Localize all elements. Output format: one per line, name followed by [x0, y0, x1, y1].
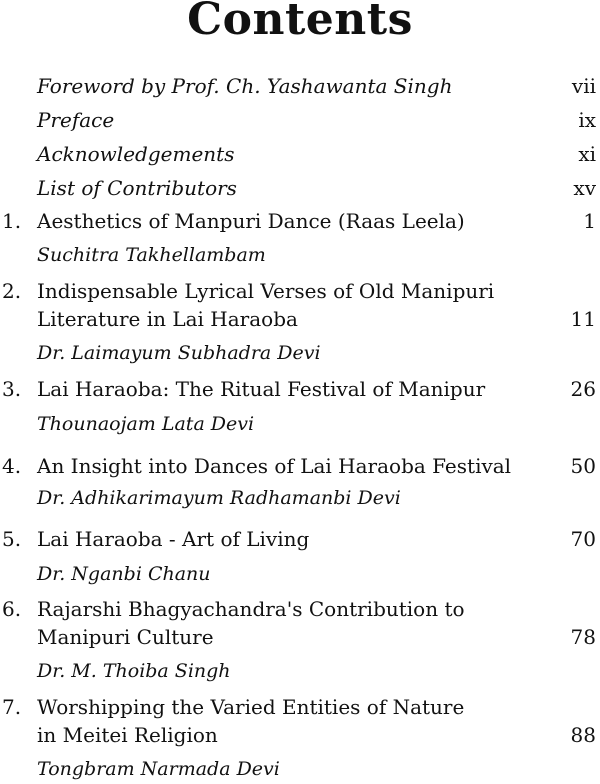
chapter-title-line-2: Manipuri Culture: [37, 625, 214, 649]
chapter-author: Dr. Adhikarimayum Radhamanbi Devi: [37, 487, 401, 509]
chapter-title-line-2: in Meitei Religion: [37, 723, 218, 747]
page-title: Contents: [187, 0, 413, 45]
chapter-title: Worshipping the Varied Entities of Nature: [37, 695, 465, 719]
chapter-title-line-2: Literature in Lai Haraoba: [37, 307, 298, 331]
page-number: 26: [570, 377, 596, 401]
chapter-title: Lai Haraoba: The Ritual Festival of Manipur: [37, 377, 486, 401]
chapter-author: Suchitra Takhellambam: [37, 244, 266, 266]
entry-title: Foreword by Prof. Ch. Yashawanta Singh: [37, 74, 453, 98]
toc-entry-contributors[interactable]: [0, 176, 600, 202]
chapter-title: Rajarshi Bhagyachandra's Contribution to: [37, 597, 465, 621]
chapter-title: An Insight into Dances of Lai Haraoba Festival: [37, 454, 512, 478]
page-number: xv: [573, 176, 596, 200]
chapter-number: 3.: [2, 377, 22, 401]
toc-entry-chapter-3[interactable]: [0, 377, 600, 437]
chapter-author: Dr. M. Thoiba Singh: [37, 660, 231, 682]
toc-entry-foreword[interactable]: [0, 74, 600, 100]
entry-title: Preface: [37, 108, 115, 132]
chapter-number: 7.: [2, 695, 22, 719]
chapter-number: 4.: [2, 454, 22, 478]
chapter-title: Indispensable Lyrical Verses of Old Manipuri: [37, 279, 495, 303]
entry-title: Acknowledgements: [37, 142, 235, 166]
page-number: ix: [578, 108, 596, 132]
toc-entry-chapter-2[interactable]: [0, 279, 600, 369]
chapter-author: Tongbram Narmada Devi: [37, 758, 280, 780]
chapter-author: Thounaojam Lata Devi: [37, 413, 255, 435]
page-number: 1: [583, 209, 596, 233]
page-number: 50: [570, 454, 596, 478]
toc-entry-chapter-7[interactable]: [0, 695, 600, 783]
toc-entry-preface[interactable]: [0, 108, 600, 134]
chapter-title: Aesthetics of Manpuri Dance (Raas Leela): [37, 209, 465, 233]
chapter-number: 5.: [2, 527, 22, 551]
toc-entry-chapter-1[interactable]: [0, 209, 600, 269]
chapter-number: 2.: [2, 279, 22, 303]
page-number: 88: [570, 723, 596, 747]
toc-entry-chapter-4[interactable]: [0, 454, 600, 514]
chapter-number: 6.: [2, 597, 22, 621]
entry-title: List of Contributors: [37, 176, 237, 200]
page-number: vii: [571, 74, 596, 98]
page-number: 11: [570, 307, 596, 331]
chapter-author: Dr. Laimayum Subhadra Devi: [37, 342, 321, 364]
chapter-author: Dr. Nganbi Chanu: [37, 563, 211, 585]
page-number: 70: [570, 527, 596, 551]
toc-entry-chapter-5[interactable]: [0, 527, 600, 587]
chapter-title: Lai Haraoba - Art of Living: [37, 527, 310, 551]
page-number: 78: [570, 625, 596, 649]
page-number: xi: [578, 142, 596, 166]
chapter-number: 1.: [2, 209, 22, 233]
toc-entry-acknowledgements[interactable]: [0, 142, 600, 168]
toc-entry-chapter-6[interactable]: [0, 597, 600, 687]
